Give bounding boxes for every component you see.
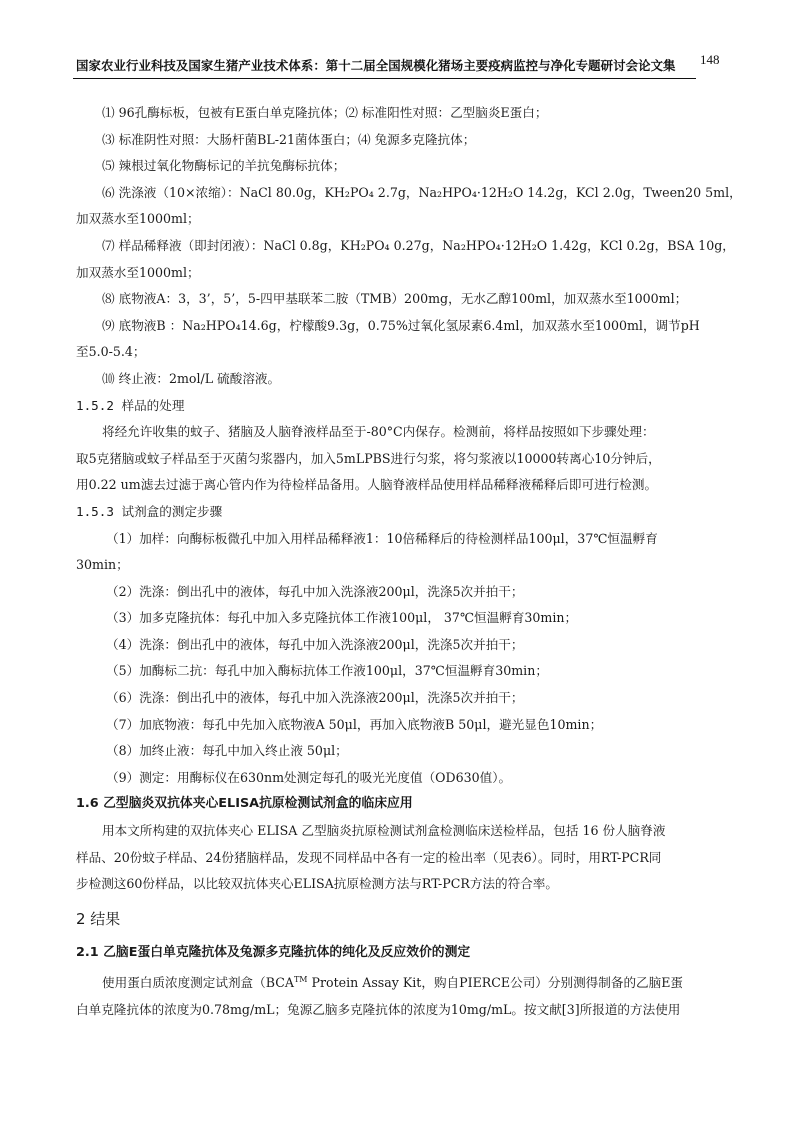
substrate-b-line-1: ⑼ 底物液B ：Na₂HPO₄14.6g，柠檬酸9.3g，0.75%过氧化氢尿素6.4ml，加双蒸水至1000ml，调节pH (102, 317, 700, 333)
diluent-line-1: ⑺ 样品稀释液（即封闭液）：NaCl 0.8g，KH₂PO₄ 0.27g，Na₂HPO₄·12H₂O 1.42g，KCl 0.2g，BSA 10g， (102, 237, 735, 253)
step-1-line-2: 30min； (76, 557, 129, 573)
step-2: （2）洗涤：倒出孔中的液体，每孔中加入洗涤液200μl，洗涤5次并拍干； (106, 583, 524, 599)
step-4: （4）洗涤：倒出孔中的液体，每孔中加入洗涤液200μl，洗涤5次并拍干； (106, 636, 524, 652)
substrate-a: ⑻ 底物液A：3，3’，5’，5-四甲基联苯二胺（TMB）200mg，无水乙醇100ml，加双蒸水至1000ml； (102, 291, 688, 307)
clinical-application-line-1: 用本文所构建的双抗体夹心 ELISA 乙型脑炎抗原检测试剂盒检测临床送检样品，包括 16 份人脑脊液 (102, 823, 666, 839)
sample-processing-line-1: 将经允许收集的蚊子、猪脑及人脑脊液样品至于-80°C内保存。检测前，将样品按照如下步骤处理： (102, 424, 655, 440)
sample-processing-line-2: 取5克猪脑或蚊子样品至于灭菌匀浆器内，加入5mLPBS进行匀浆，将匀浆液以10000转离心10分钟后， (76, 450, 661, 466)
heading-1-6: 1.6 乙型脑炎双抗体夹心ELISA抗原检测试剂盒的临床应用 (76, 796, 413, 812)
step-9: （9）测定：用酶标仪在630nm处测定每孔的吸光光度值（OD630值）。 (106, 769, 512, 785)
bca-text: 使用蛋白质浓度测定试剂盒（BCA (102, 975, 294, 991)
wash-buffer-line-1: ⑹ 洗涤液（10×浓缩）：NaCl 80.0g，KH₂PO₄ 2.7g，Na₂HPO₄·12H₂O 14.2g，KCl 2.0g，Tween20 5ml， (102, 184, 742, 200)
header-divider (73, 78, 696, 79)
heading-2-results: 2 结果 (76, 909, 121, 928)
page-number: 148 (700, 52, 720, 67)
reagent-item-1-2: ⑴ 96孔酶标板，包被有E蛋白单克隆抗体；⑵ 标准阳性对照：乙型脑炎E蛋白； (102, 105, 548, 120)
reagent-item-5: ⑸ 辣根过氧化物酶标记的羊抗兔酶标抗体； (102, 158, 346, 174)
protein-concentration-line-1 (76, 967, 718, 997)
running-header: 国家农业行业科技及国家生猪产业技术体系：第十二届全国规模化猪场主要疫病监控与净化专题研讨会论文集 (76, 58, 676, 73)
substrate-b-line-2: 至5.0-5.4； (76, 344, 146, 360)
step-1-line-1: （1）加样：向酶标板微孔中加入用样品稀释液1：10倍稀释后的待检测样品100μl，37℃恒温孵育 (106, 530, 658, 546)
step-8: （8）加终止液：每孔中加入终止液 50μl； (106, 743, 348, 759)
heading-1-5-2: 1.5.2 样品的处理 (76, 397, 185, 413)
heading-1-5-3: 1.5.3 试剂盒的测定步骤 (76, 503, 223, 519)
stop-solution: ⑽ 终止液：2mol/L 硫酸溶液。 (102, 370, 281, 386)
reagent-item-3-4: ⑶ 标准阴性对照：大肠杆菌BL-21菌体蛋白；⑷ 兔源多克隆抗体； (102, 131, 476, 147)
protein-concentration-line-2: 白单克隆抗体的浓度为0.78mg/mL；兔源乙脑多克隆抗体的浓度为10mg/mL。按文献[3]所报道的方法使用 (76, 1001, 681, 1017)
heading-2-1: 2.1 乙脑E蛋白单克隆抗体及兔源多克隆抗体的纯化及反应效价的测定 (76, 945, 471, 961)
step-7: （7）加底物液：每孔中先加入底物液A 50μl，再加入底物液B 50μl，避光显色10min； (106, 716, 603, 732)
trademark-mark: TM (293, 975, 308, 984)
clinical-application-line-3: 步检测这60份样品，以比较双抗体夹心ELISA抗原检测方法与RT-PCR方法的符合率。 (76, 876, 558, 892)
step-3: （3）加多克隆抗体：每孔中加入多克隆抗体工作液100μl， 37℃恒温孵育30min； (106, 610, 578, 626)
step-5: （5）加酶标二抗：每孔中加入酶标抗体工作液100μl，37℃恒温孵育30min； (106, 663, 548, 679)
step-6: （6）洗涤：倒出孔中的液体，每孔中加入洗涤液200μl，洗涤5次并拍干； (106, 690, 524, 706)
clinical-application-line-2: 样品、20份蚊子样品、24份猪脑样品，发现不同样品中各有一定的检出率（见表6）。同时，用RT-PCR同 (76, 849, 662, 865)
diluent-line-2: 加双蒸水至1000ml； (76, 264, 200, 280)
document-body (76, 100, 742, 1023)
wash-buffer-line-2: 加双蒸水至1000ml； (76, 211, 200, 227)
sample-processing-line-3: 用0.22 um滤去过滤于离心管内作为待检样品备用。人脑脊液样品使用样品稀释液稀释后即可进行检测。 (76, 477, 658, 493)
kit-text: Protein Assay Kit，购自PIERCE公司）分别测得制备的乙脑E蛋 (307, 975, 684, 991)
